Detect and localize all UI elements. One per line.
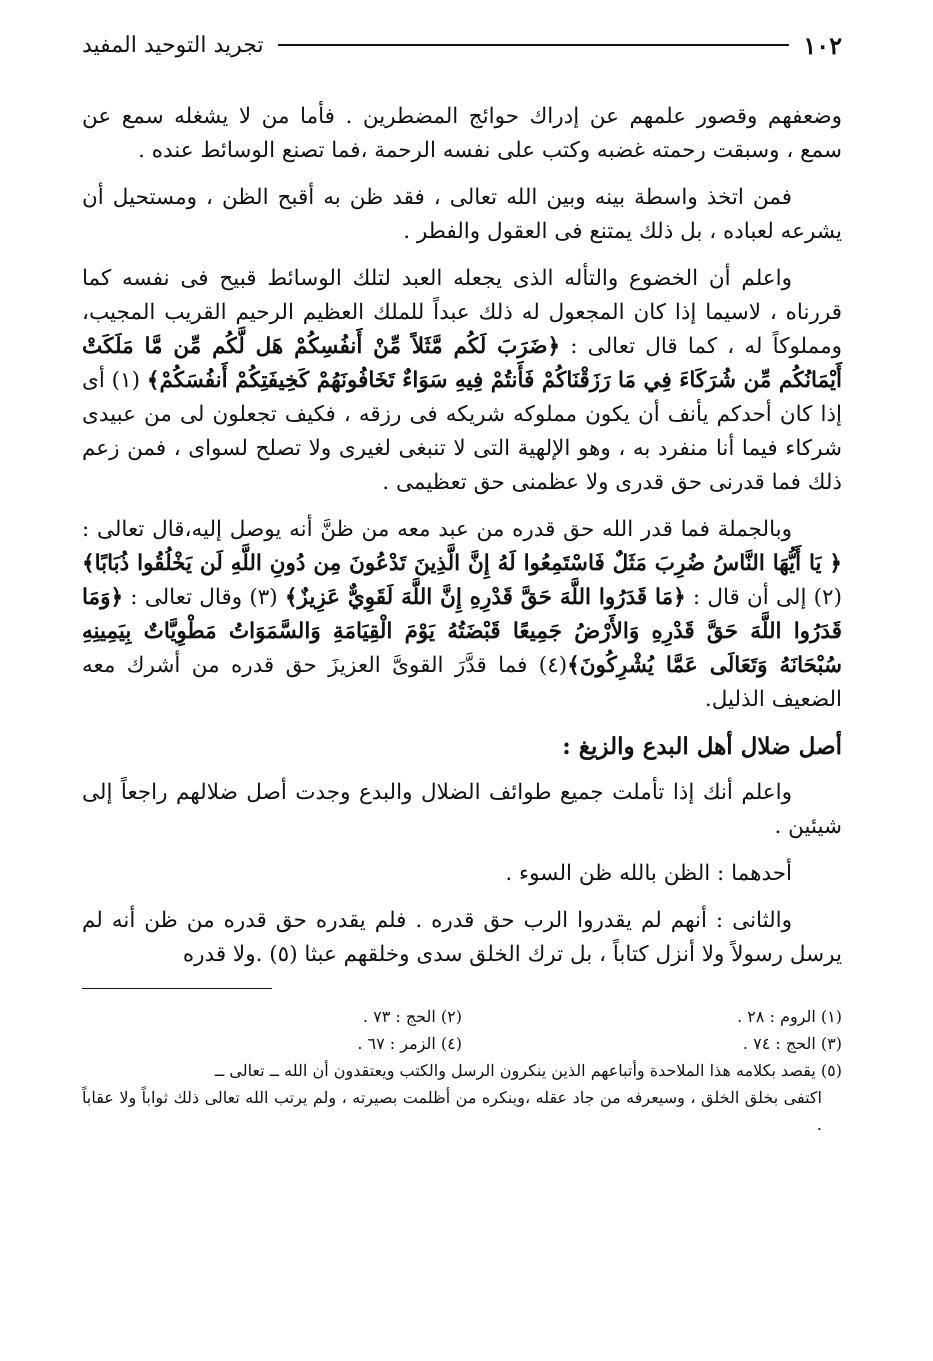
paragraph-6-text: أحدهما : الظن بالله ظن السوء . (505, 861, 792, 886)
paragraph-4-text-b: (٢) إلى أن قال : (685, 585, 842, 610)
header-rule (278, 44, 790, 46)
paragraph-4-text-c: (٣) وقال تعالى : (123, 585, 285, 610)
paragraph-1-text: وضعفهم وقصور علمهم عن إدراك حوائج المضطرين . فأما من لا يشغله سمع عن سمع ، وسبقت رحمته غضبه وكتب على نفسه الرحمة ،فما تصنع الوسائط عنده . (82, 104, 842, 163)
running-title: تجريد التوحيد المفيد (82, 32, 264, 58)
section-heading: أصل ضلال أهل البدع والزيغ : (562, 733, 842, 760)
paragraph-3-text-b: (١) أى إذا كان أحدكم يأنف أن يكون مملوكه شريكه فى رزقه ، فكيف تجعلون لى من عبيدى شركاء فيما أنا منفرد به ، وهو الإلهية التى لا تنبغى لغيرى ولا تصلح لسواى ، فمن زعم ذلك فما قدرنى حق قدرى ولا عظمنى حق تعظيمى . (82, 368, 842, 495)
main-text (82, 100, 842, 972)
paragraph-1 (82, 100, 842, 168)
footnote-5 (82, 1057, 842, 1138)
footnote-row-1 (82, 1003, 842, 1030)
paragraph-4-text-a: وبالجملة فما قدر الله حق قدره من عبد معه من ظنَّ أنه يوصل إليه،قال تعالى : (82, 517, 792, 542)
footnote-divider (82, 988, 272, 989)
paragraph-5-text: واعلم أنك إذا تأملت جميع طوائف الضلال والبدع وجدت أصل ضلالهم راجعاً إلى شيئين . (82, 780, 842, 839)
footnote-5-line-1: (٥) يقصد بكلامه هذا الملاحدة وأتباعهم الذين ينكرون الرسل والكتب ويعتقدون أن الله ــ تعالى ــ (214, 1061, 842, 1080)
paragraph-7 (82, 904, 842, 972)
quran-verse-hajj-73: ﴿ يَا أَيُّهَا النَّاسُ ضُرِبَ مَثَلٌ فَاسْتَمِعُوا لَهُ إِنَّ الَّذِينَ تَدْعُونَ مِن دُونِ اللَّهِ لَن يَخْلُقُوا ذُبَابًا﴾ (82, 551, 842, 576)
footnote-row-2 (82, 1030, 842, 1057)
quran-verse-zumar-67: ﴿وَمَا قَدَرُوا اللَّهَ حَقَّ قَدْرِهِ وَالأَرْضُ جَمِيعًا قَبْضَتُهُ يَوْمَ الْقِيَامَةِ وَالسَّمَوَاتُ مَطْوِيَّاتٌ بِيَمِينِهِ سُبْحَانَهُ وَتَعَالَى عَمَّا يُشْرِكُونَ﴾ (82, 585, 842, 678)
footnote-4: (٤) الزمر : ٦٧ . (357, 1034, 462, 1053)
paragraph-2 (82, 181, 842, 249)
paragraph-6 (82, 857, 842, 891)
page-number: ١٠٢ (803, 30, 842, 60)
paragraph-5 (82, 776, 842, 844)
paragraph-4 (82, 513, 842, 717)
paragraph-3 (82, 262, 842, 500)
paragraph-2-text: فمن اتخذ واسطة بينه وبين الله تعالى ، فقد ظن به أقبح الظن ، ومستحيل أن يشرعه لعباده ، بل ذلك يمتنع فى العقول والفطر . (82, 185, 842, 244)
footnote-2: (٢) الحج : ٧٣ . (362, 1007, 462, 1026)
footnotes (82, 1003, 842, 1138)
book-page (82, 28, 842, 1138)
quran-verse-hajj-74: ﴿مَا قَدَرُوا اللَّهَ حَقَّ قَدْرِهِ إِنَّ اللَّهَ لَقَوِيٌّ عَزِيزٌ﴾ (284, 585, 686, 610)
paragraph-7-text: والثانى : أنهم لم يقدروا الرب حق قدره . فلم يقدره حق قدره من ظن أنه لم يرسل رسولاً ولا أنزل كتاباً ، بل ترك الخلق سدى وخلقهم عبثا (٥) .ولا قدره (82, 908, 842, 967)
paragraph-4-text-d: (٤) فما قدَّرَ القوىَّ العزيزَ حق قدره من أشرك معه الضعيف الذليل. (82, 653, 842, 712)
footnote-5-continuation: اكتفى بخلق الخلق ، وسيعرفه من جاد عقله ،وينكره من أظلمت بصيرته ، ولم يرتب الله تعالى ذلك ثواباً ولا عقاباً . (82, 1088, 822, 1134)
quran-verse-rum-28: ﴿ضَرَبَ لَكُم مَّثَلاً مِّنْ أَنفُسِكُمْ هَل لَّكُم مِّن مَّا مَلَكَتْ أَيْمَانُكُم مِّن شُرَكَاءَ فِي مَا رَزَقْنَاكُمْ فَأَنتُمْ فِيهِ سَوَاءٌ تَخَافُونَهُمْ كَخِيفَتِكُمْ أَنفُسَكُمْ﴾ (82, 334, 842, 393)
paragraph-3-text-a: واعلم أن الخضوع والتأله الذى يجعله العبد لتلك الوسائط قبيح فى نفسه كما قررناه ، لاسيما إذا كان المجعول له ذلك عبداً للملك العظيم الرحيم القريب المجيب، ومملوكاً له ، كما قال تعالى : (82, 266, 843, 359)
footnote-1: (١) الروم : ٢٨ . (737, 1007, 842, 1026)
footnote-3: (٣) الحج : ٧٤ . (742, 1034, 842, 1053)
page-header (82, 28, 842, 62)
